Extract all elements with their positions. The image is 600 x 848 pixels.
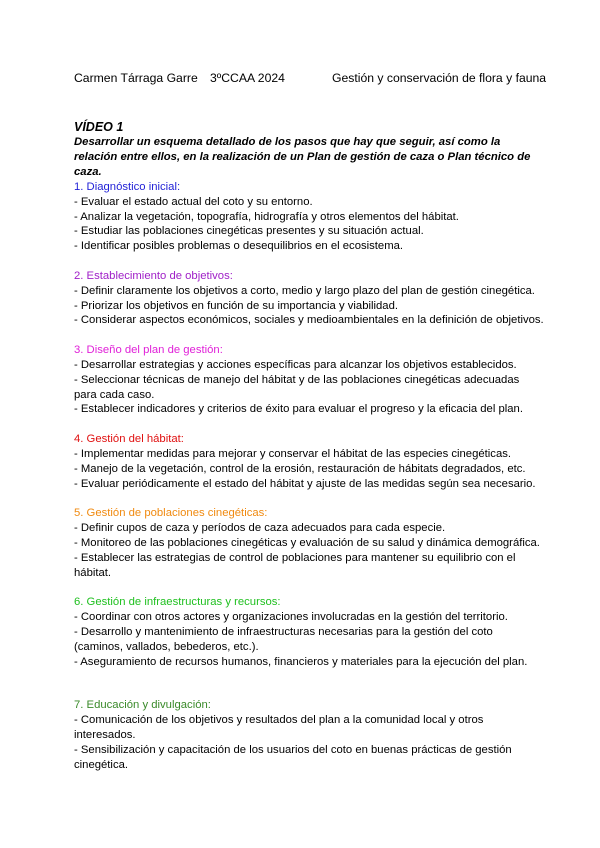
- list-item: - Analizar la vegetación, topografía, hidrografía y otros elementos del hábitat.: [74, 210, 459, 223]
- list-item: - Estudiar las poblaciones cinegéticas presentes y su situación actual.: [74, 225, 424, 238]
- section-educacion: [74, 698, 544, 772]
- section-heading: 6. Gestión de infraestructuras y recursos:: [74, 596, 281, 609]
- section-diseno: [74, 343, 544, 417]
- list-item: - Desarrollar estrategias y acciones específicas para alcanzar los objetivos establecidos.: [74, 358, 517, 371]
- list-item: - Coordinar con otros actores y organizaciones involucradas en la gestión del territorio.: [74, 611, 508, 624]
- list-item: - Evaluar el estado actual del coto y su entorno.: [74, 195, 313, 208]
- section-infraestructuras: [74, 595, 544, 669]
- list-item: - Identificar posibles problemas o desequilibrios en el ecosistema.: [74, 240, 404, 253]
- list-item: - Establecer indicadores y criterios de éxito para evaluar el progreso y la eficacia del plan.: [74, 403, 523, 416]
- sections-list: [74, 180, 544, 787]
- video-title: VÍDEO 1: [74, 120, 124, 134]
- section-diagnostico: [74, 180, 544, 254]
- title-block: [74, 120, 544, 180]
- author-name: Carmen Tárraga Garre: [74, 71, 198, 85]
- list-item: - Evaluar periódicamente el estado del hábitat y ajuste de las medidas según sea necesario.: [74, 477, 536, 490]
- list-item: - Implementar medidas para mejorar y conservar el hábitat de las especies cinegéticas.: [74, 447, 512, 460]
- section-heading: 4. Gestión del hábitat:: [74, 433, 184, 446]
- list-item: - Comunicación de los objetivos y resultados del plan a la comunidad local y otros interesados.: [74, 714, 484, 741]
- assignment-prompt: Desarrollar un esquema detallado de los pasos que hay que seguir, así como la relación entre ellos, en la realización de un Plan de gestión de caza o Plan técnico de caza.: [74, 136, 531, 178]
- list-item: - Sensibilización y capacitación de los usuarios del coto en buenas prácticas de gestión cinegética.: [74, 743, 512, 771]
- section-heading: 1. Diagnóstico inicial:: [74, 181, 181, 193]
- section-habitat: [74, 432, 544, 491]
- section-heading: 2. Establecimiento de objetivos:: [74, 269, 233, 282]
- course-label: 3ºCCAA 2024: [210, 71, 285, 85]
- section-heading: 3. Diseño del plan de gestión:: [74, 344, 223, 357]
- list-item: - Manejo de la vegetación, control de la erosión, restauración de hábitats degradados, etc.: [74, 462, 526, 475]
- subject-title: Gestión y conservación de flora y fauna: [332, 71, 547, 85]
- list-item: - Definir cupos de caza y períodos de caza adecuados para cada especie.: [74, 522, 446, 535]
- list-item: - Seleccionar técnicas de manejo del hábitat y de las poblaciones cinegéticas adecuadas para cada caso.: [74, 373, 520, 401]
- section-heading: 7. Educación y divulgación:: [74, 699, 211, 712]
- list-item: - Aseguramiento de recursos humanos, financieros y materiales para la ejecución del plan.: [74, 655, 528, 668]
- list-item: - Definir claramente los objetivos a corto, medio y largo plazo del plan de gestión cinegética.: [74, 284, 535, 297]
- list-item: - Establecer las estrategias de control de poblaciones para mantener su equilibrio con el hábitat.: [74, 551, 516, 579]
- section-objetivos: [74, 269, 544, 328]
- list-item: - Monitoreo de las poblaciones cinegéticas y evaluación de su salud y dinámica demográfica.: [74, 536, 540, 549]
- section-heading: 5. Gestión de poblaciones cinegéticas:: [74, 507, 268, 520]
- list-item: - Considerar aspectos económicos, sociales y medioambientales en la definición de objetivos.: [74, 314, 544, 327]
- section-poblaciones: [74, 506, 544, 580]
- list-item: - Desarrollo y mantenimiento de infraestructuras necesarias para la gestión del coto (caminos, vallados, bebederos, etc.).: [74, 625, 493, 653]
- list-item: - Priorizar los objetivos en función de su importancia y viabilidad.: [74, 299, 399, 312]
